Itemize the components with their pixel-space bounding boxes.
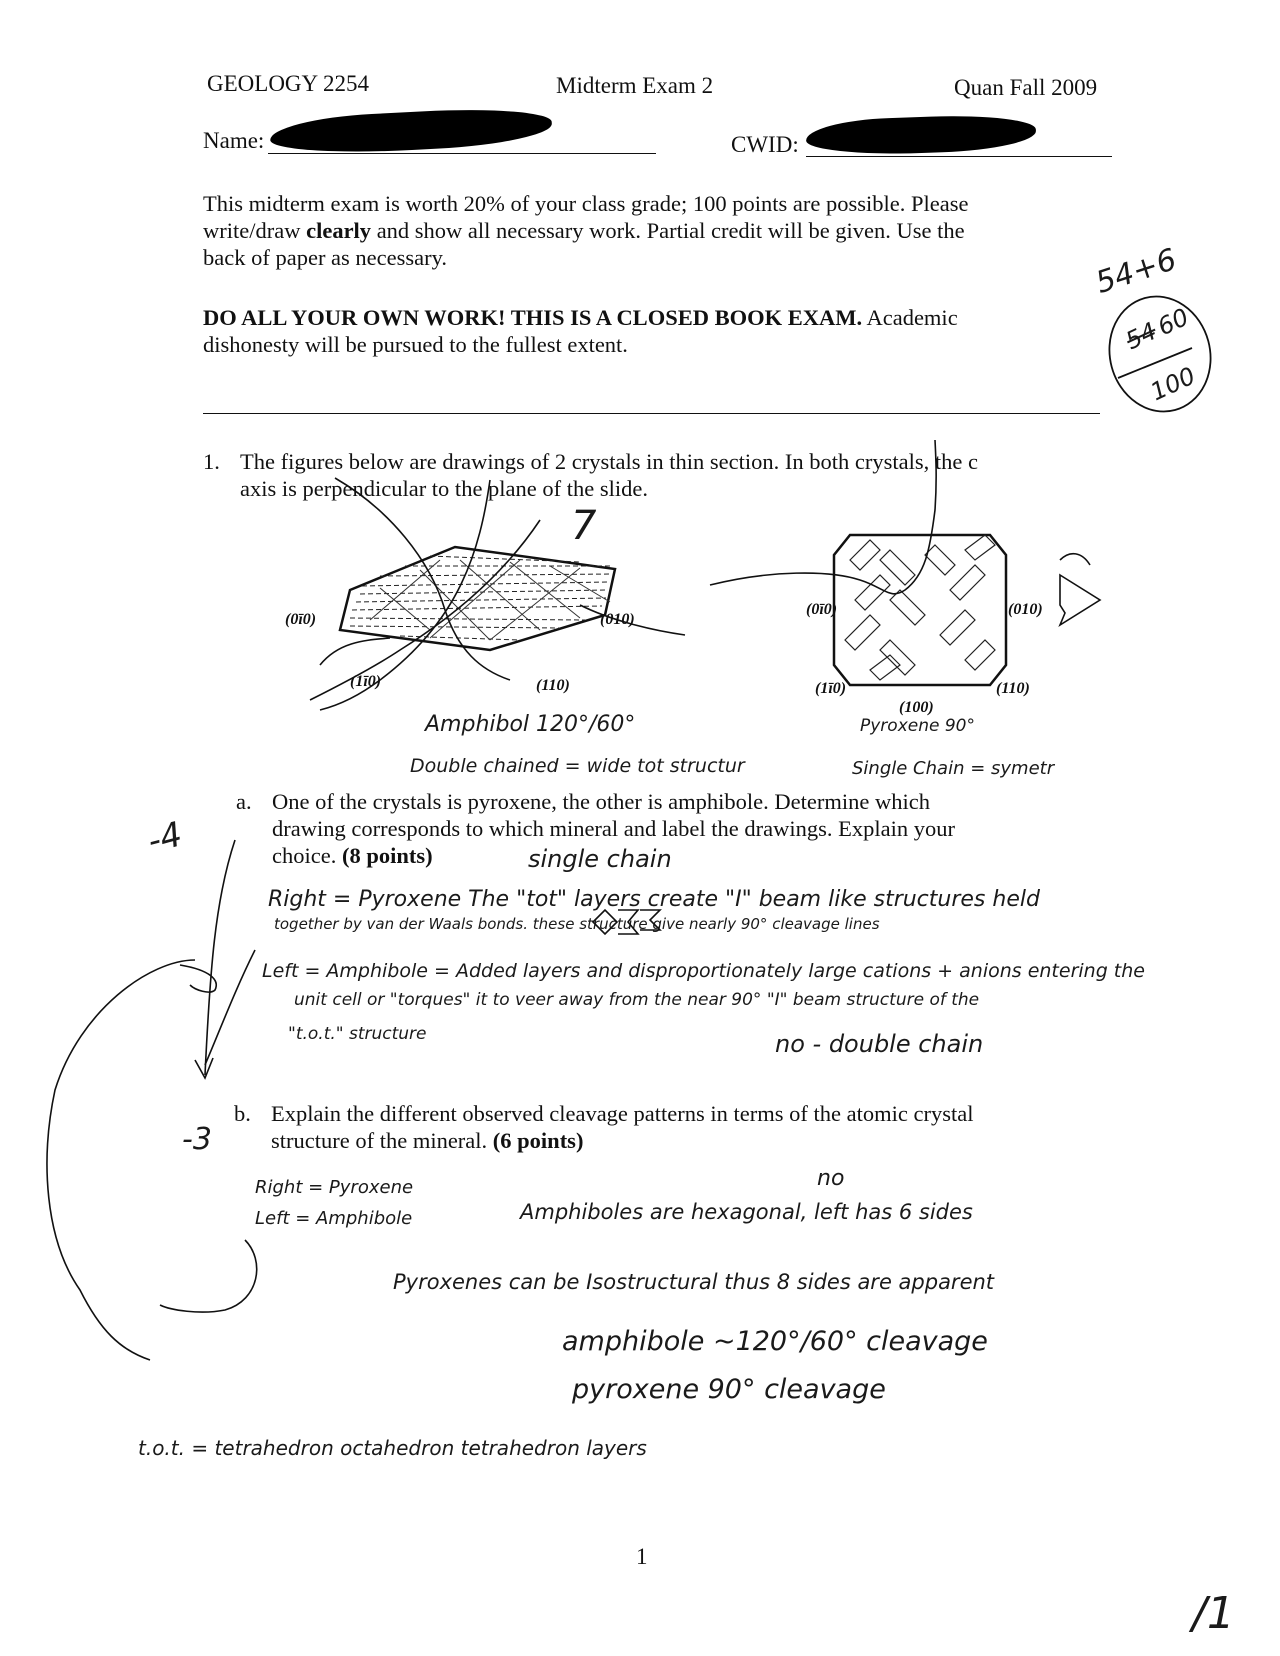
- name-label: Name:: [203, 128, 265, 153]
- hand-single-chain-note: single chain: [528, 845, 672, 873]
- corner-mark: /1: [1192, 1588, 1235, 1639]
- warning-line-1: DO ALL YOUR OWN WORK! THIS IS A CLOSED BOOK EXAM. Academic: [203, 305, 958, 330]
- qa-letter: a.: [236, 789, 252, 814]
- hand-pyroxene-label: Pyroxene 90°: [860, 716, 975, 736]
- score-value: 60: [1153, 302, 1194, 342]
- hand-double-chain-note: no - double chain: [775, 1030, 984, 1058]
- cwid-line: [806, 156, 1112, 157]
- score-adjustment: 54+6: [1091, 242, 1181, 301]
- qa-answer-line-5: "t.o.t." structure: [288, 1024, 427, 1044]
- pyroxene-label-0-1-0-right: (010): [1008, 601, 1043, 618]
- q1-line-1: The figures below are drawings of 2 crystals in thin section. In both crystals, the c: [240, 449, 978, 474]
- qb-hand-pyroxenes: Pyroxenes can be Isostructural thus 8 sides are apparent: [393, 1270, 995, 1294]
- i-beam-sketch: [588, 904, 678, 944]
- hand-double-chained: Double chained = wide tot structur: [410, 755, 745, 777]
- intro-line-3: back of paper as necessary.: [203, 245, 448, 270]
- course-title: GEOLOGY 2254: [207, 71, 370, 96]
- exam-title: Midterm Exam 2: [556, 73, 714, 98]
- amphibole-label-1-1-0-left: (1ī0): [350, 673, 382, 690]
- pyroxene-label-0-1-0-left: (0ī0): [806, 601, 838, 618]
- qa-deduction: -4: [143, 814, 187, 862]
- tot-definition: t.o.t. = tetrahedron octahedron tetrahedron layers: [138, 1436, 647, 1460]
- pyroxene-label-1-0-0: (100): [899, 699, 934, 716]
- qa-answer-line-3: Left = Amphibole = Added layers and disproportionately large cations + anions entering the: [262, 960, 1145, 982]
- qa-answer-line-1: Right = Pyroxene The "tot" layers create "I" beam like structures held: [268, 887, 1040, 912]
- intro-line-1: This midterm exam is worth 20% of your class grade; 100 points are possible. Please: [203, 191, 969, 216]
- score-struck: 54: [1121, 316, 1162, 356]
- pyroxene-label-1-1-0-right: (110): [996, 680, 1030, 697]
- q1-line-2: axis is perpendicular to the plane of the slide.: [240, 476, 648, 501]
- grader-arrows: [20, 820, 260, 1380]
- cwid-label: CWID:: [731, 132, 799, 157]
- amphibole-label-1-1-0-right: (110): [536, 677, 570, 694]
- qb-hand-left: Left = Amphibole: [255, 1208, 413, 1229]
- cwid-redaction: [805, 113, 1036, 157]
- qa-line-3: choice. (8 points): [272, 843, 433, 868]
- qa-line-1: One of the crystals is pyroxene, the other is amphibole. Determine which: [272, 789, 930, 814]
- intro-paragraph: [203, 190, 968, 271]
- qb-line-2: structure of the mineral. (6 points): [271, 1128, 584, 1153]
- grader-note-amphibole: amphibole ~120°/60° cleavage: [562, 1326, 988, 1357]
- pyroxene-crystal-drawing: [710, 440, 1140, 700]
- pyroxene-label-1-1-0-left: (1ī0): [815, 680, 847, 697]
- hand-seven: 7: [571, 503, 597, 549]
- honesty-warning: [203, 304, 958, 358]
- qa-answer-line-2: together by van der Waals bonds. these structure give nearly 90° cleavage lines: [274, 915, 880, 933]
- amphibole-label-0-1-0-left: (0ī0): [285, 611, 317, 628]
- qb-deduction: -3: [182, 1122, 212, 1157]
- q1-number: 1.: [203, 449, 220, 474]
- grader-note-pyroxene: pyroxene 90° cleavage: [572, 1374, 886, 1405]
- exam-term: Quan Fall 2009: [954, 75, 1098, 100]
- qb-hand-amphiboles: Amphiboles are hexagonal, left has 6 sides: [520, 1200, 973, 1224]
- qa-answer-line-4: unit cell or "torques" it to veer away from the near 90° "I" beam structure of the: [294, 990, 980, 1010]
- name-line: [268, 153, 656, 154]
- qb-line-1: Explain the different observed cleavage patterns in terms of the atomic crystal: [271, 1101, 974, 1126]
- qb-letter: b.: [234, 1101, 251, 1126]
- qb-prompt: [271, 1100, 973, 1154]
- section-divider: [203, 413, 1100, 414]
- amphibole-crystal-drawing: [280, 490, 740, 750]
- amphibole-label-0-1-0-right: (010): [600, 611, 635, 628]
- intro-line-2: write/draw clearly and show all necessary work. Partial credit will be given. Use the: [203, 218, 965, 243]
- qa-line-2: drawing corresponds to which mineral and label the drawings. Explain your: [272, 816, 955, 841]
- qb-hand-no: no: [817, 1166, 845, 1191]
- hand-amphibole-label: Amphibol 120°/60°: [425, 712, 636, 737]
- score-total: 100: [1146, 361, 1200, 407]
- name-redaction: [269, 105, 553, 158]
- warning-line-2: dishonesty will be pursued to the fullest extent.: [203, 332, 628, 357]
- hand-single-chain: Single Chain = symetr: [852, 758, 1055, 779]
- page-number: 1: [636, 1544, 648, 1569]
- qb-hand-right: Right = Pyroxene: [255, 1177, 414, 1198]
